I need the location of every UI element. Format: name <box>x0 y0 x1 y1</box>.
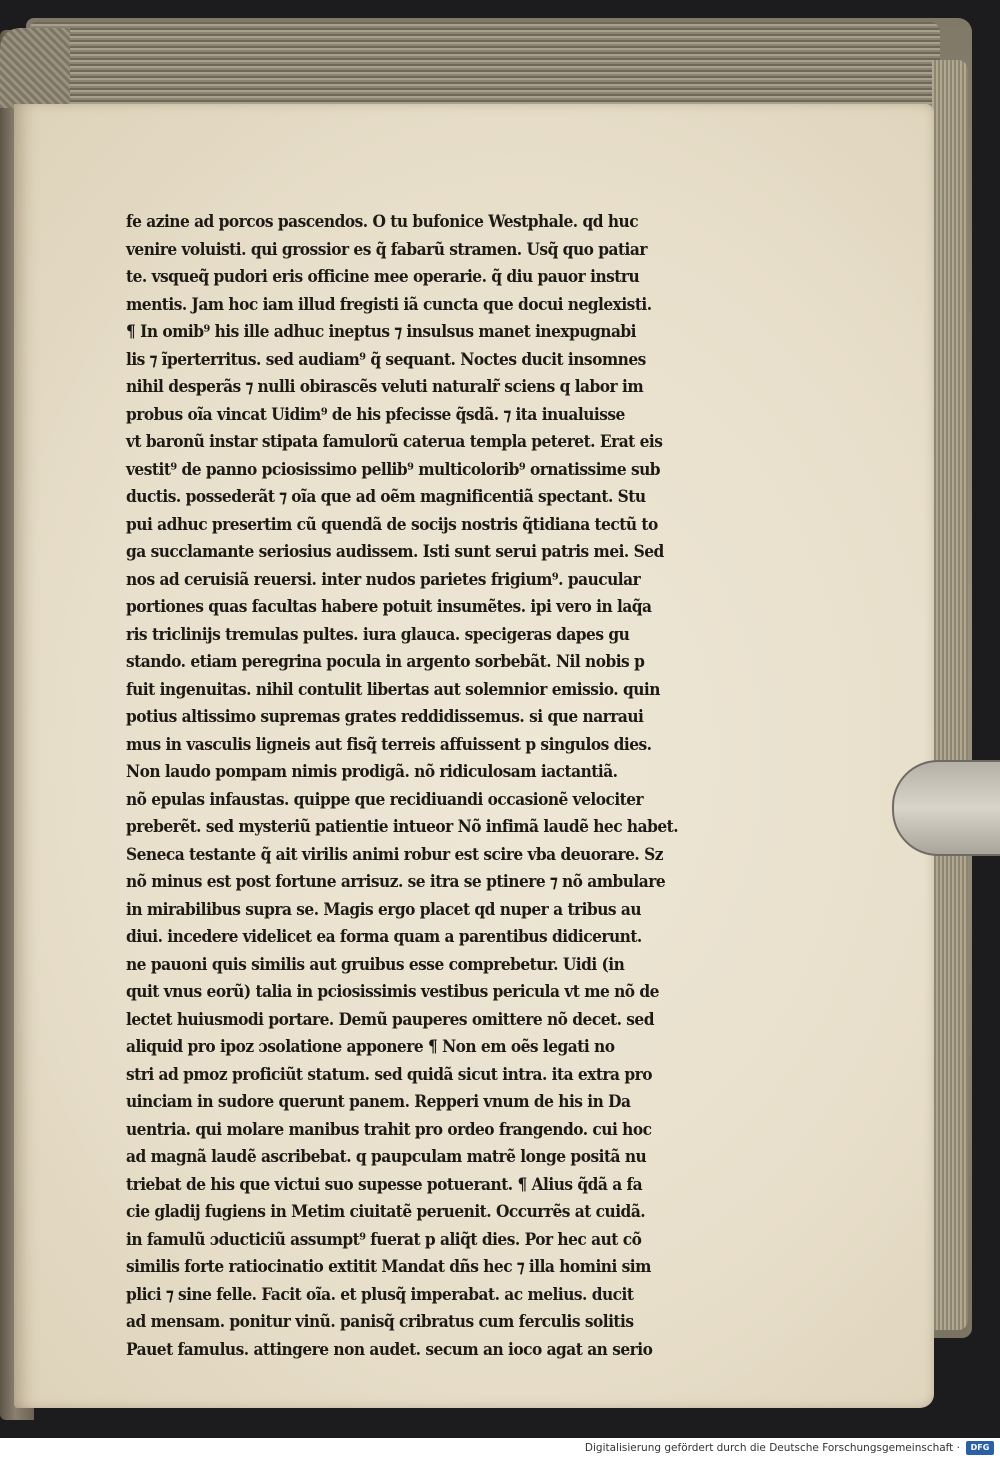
text-line: uinciam in sudore querunt panem. Repperi vnum de his in Da <box>126 1092 631 1111</box>
text-line: portiones quas facultas habere potuit insumẽtes. ipi vero in laq̃a <box>126 597 652 616</box>
text-line: ductis. possederãt ⁊ oĩa que ad oẽm magnificentiã spectant. Stu <box>126 487 646 506</box>
text-line: ¶ In omib⁹ his ille adhuc ineptus ⁊ insulsus manet inexpugnabi <box>126 322 637 341</box>
printed-text-block <box>126 208 736 1363</box>
text-line: ad mensam. ponitur vinũ. panisq̃ cribratus cum ferculis solitis <box>126 1312 634 1331</box>
text-line: Seneca testante q̃ ait virilis animi robur est scire vba deuorare. Sz <box>126 844 663 864</box>
text-line: fuit ingenuitas. nihil contulit libertas aut solemnior emissio. quin <box>126 679 660 699</box>
text-line: nos ad ceruisiã reuersi. inter nudos parietes frigium⁹. paucular <box>126 569 641 589</box>
text-line: in mirabilibus supra se. Magis ergo placet qd nuper a tribus au <box>126 899 642 919</box>
text-line: stri ad pmoz proficiũt statum. sed quidã sicut intra. ita extra pro <box>126 1064 652 1084</box>
text-line: lis ⁊ ĩperterritus. sed audiam⁹ q̃ sequant. Noctes ducit insomnes <box>126 349 646 369</box>
text-line: nihil desperãs ⁊ nulli obirascẽs veluti naturalr̃ sciens q labor im <box>126 377 644 396</box>
footer-bar <box>0 1438 1000 1458</box>
text-line: fe azine ad porcos pascendos. O tu bufonice Westphale. qd huc <box>126 212 639 231</box>
page-clip <box>892 760 1000 856</box>
text-line: diui. incedere videlicet ea forma quam a parentibus didicerunt. <box>126 927 642 946</box>
text-line: mus in vasculis ligneis aut fisq̃ terreis affuissent p singulos dies. <box>126 734 652 754</box>
page-edges-top <box>30 22 940 106</box>
text-line: vestit⁹ de panno pciosissimo pellib⁹ multicolorib⁹ ornatissime sub <box>126 459 661 479</box>
text-line: lectet huiusmodi portare. Demũ pauperes omittere nõ decet. sed <box>126 1009 654 1029</box>
text-line: uentria. qui molare manibus trahit pro ordeo frangendo. cui hoc <box>126 1119 652 1139</box>
text-line: vt baronũ instar stipata famulorũ caterua templa peteret. Erat eis <box>126 432 663 451</box>
text-line: probus oĩa vincat Uidim⁹ de his pfecisse q̃sdã. ⁊ ita inualuisse <box>126 404 625 424</box>
text-line: nõ epulas infaustas. quippe que recidiuandi occasionẽ velociter <box>126 789 644 809</box>
footer-separator: · <box>956 1442 960 1454</box>
text-line: triebat de his que victui suo supesse potuerant. ¶ Alius q̃dã a fa <box>126 1174 643 1194</box>
text-line: ne pauoni quis similis aut gruibus esse comprebetur. Uidi (in <box>126 954 625 974</box>
text-line: ga succlamante seriosius audissem. Isti sunt serui patris mei. Sed <box>126 542 664 561</box>
dfg-logo-icon: DFG <box>966 1441 994 1455</box>
text-line: in famulũ ɔducticiũ assumpt⁹ fuerat p aliq̃t dies. Por hec aut cõ <box>126 1229 642 1249</box>
text-line: ris triclinijs tremulas pultes. iura glauca. specigeras dapes gu <box>126 624 630 644</box>
text-line: cie gladij fugiens in Metim ciuitatẽ peruenit. Occurrẽs at cuidã. <box>126 1202 646 1221</box>
spine-headband <box>0 28 70 108</box>
text-line: similis forte ratiocinatio extitit Mandat dñs hec ⁊ illa homini sim <box>126 1257 651 1276</box>
text-line: Pauet famulus. attingere non audet. secum an ioco agat an serio <box>126 1339 653 1359</box>
text-line: te. vsqueq̃ pudori eris officine mee operarie. q̃ diu pauor instru <box>126 267 640 286</box>
text-line: plici ⁊ sine felle. Facit oĩa. et plusq̃ imperabat. ac melius. ducit <box>126 1284 634 1304</box>
text-line: mentis. Jam hoc iam illud fregisti iã cuncta que docui neglexisti. <box>126 294 652 314</box>
page-edges-right <box>932 60 968 1330</box>
text-line: venire voluisti. qui grossior es q̃ fabarũ stramen. Usq̃ quo patiar <box>126 239 647 259</box>
text-line: stando. etiam peregrina pocula in argento sorbebãt. Nil nobis p <box>126 652 645 671</box>
text-line: Non laudo pompam nimis prodigã. nõ ridiculosam iactantiã. <box>126 762 618 781</box>
text-line: aliquid pro ipoz ɔsolatione apponere ¶ Non em oẽs legati no <box>126 1037 615 1056</box>
text-line: nõ minus est post fortune arrisuz. se itra se ptinere ⁊ nõ ambulare <box>126 872 666 891</box>
text-line: pui adhuc presertim cũ quendã de socijs nostris q̃tidiana tectũ to <box>126 514 658 534</box>
text-line: ad magnã laudẽ ascribebat. q paupculam matrẽ longe positã nu <box>126 1147 647 1166</box>
text-line: quit vnus eorũ) talia in pciosissimis vestibus pericula vt me nõ de <box>126 982 659 1001</box>
footer-credit <box>585 1440 960 1456</box>
footer-credit-text: Digitalisierung gefördert durch die Deutsche Forschungsgemeinschaft <box>584 1442 954 1454</box>
text-line: potius altissimo supremas grates reddidissemus. si que narraui <box>126 707 644 726</box>
text-line: preberẽt. sed mysteriũ patientie intueor Nõ infimã laudẽ hec habet. <box>126 817 679 836</box>
